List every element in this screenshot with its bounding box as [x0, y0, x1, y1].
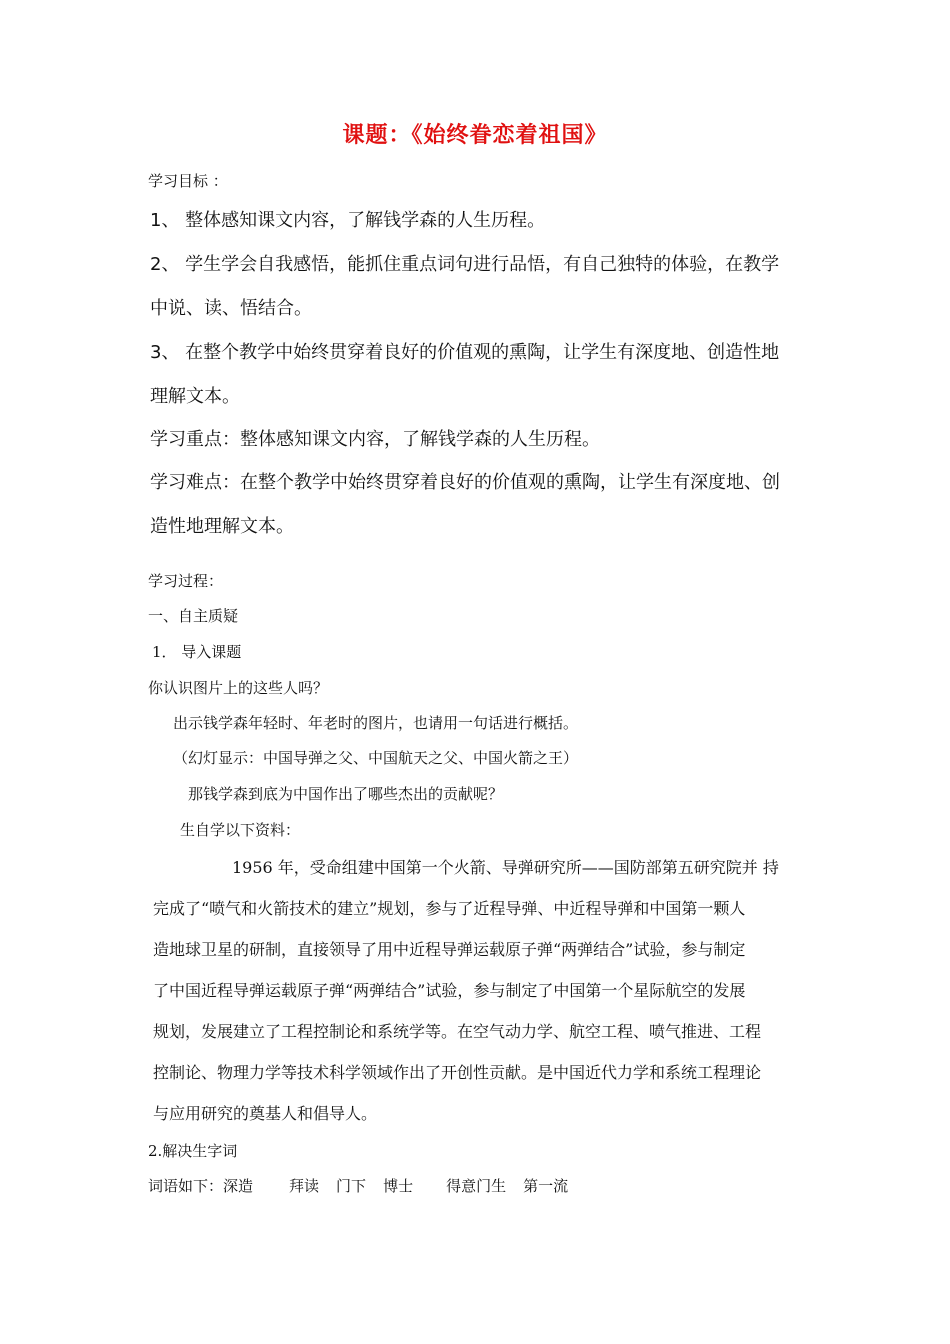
question-1: 你认识图片上的这些人吗？ — [148, 679, 329, 697]
material-line-2: 完成了“喷气和火箭技术的建立”规划，参与了近程导弹、中近程导弹和中国第一颗人 — [153, 899, 746, 918]
paragraph-4: 生自学以下资料： — [180, 821, 301, 839]
material-line-4: 了中国近程导弹运载原子弹“两弹结合”试验，参与制定了中国第一个星际航空的发展 — [153, 981, 746, 1000]
vocab-word: 拜读 — [289, 1177, 320, 1195]
key-point: 学习重点：整体感知课文内容，了解钱学森的人生历程。 — [150, 429, 600, 450]
material-line-5: 规划，发展建立了工程控制论和系统学等。在空气动力学、航空工程、喷气推进、工程 — [153, 1022, 762, 1041]
vocab-row — [148, 1179, 568, 1194]
material-line-7: 与应用研究的奠基人和倡导人。 — [153, 1104, 378, 1123]
objective-3-line-1: 3、 在整个教学中始终贯穿着良好的价值观的熏陶，让学生有深度地、创造性地 — [150, 342, 780, 363]
objective-1: 1、 整体感知课文内容，了解钱学森的人生历程。 — [150, 210, 546, 231]
page-title: 课题：《始终眷恋着祖国》 — [342, 123, 608, 148]
vocab-word: 得意门生 — [446, 1177, 507, 1195]
objective-2-line-2: 中说、读、悟结合。 — [150, 298, 312, 319]
paragraph-3: 那钱学森到底为中国作出了哪些杰出的贡献呢？ — [188, 785, 504, 803]
item-2-heading: 2.解决生字词 — [148, 1142, 238, 1160]
paragraph-2: （幻灯显示：中国导弹之父、中国航天之父、中国火箭之王） — [173, 749, 579, 767]
vocab-word: 深造 — [223, 1177, 254, 1195]
material-line-1: 1956 年，受命组建中国第一个火箭、导弹研究所——国防部第五研究院并 持 — [232, 858, 779, 877]
difficulty-line-2: 造性地理解文本。 — [150, 516, 294, 537]
difficulty-line-1: 学习难点：在整个教学中始终贯穿着良好的价值观的熏陶，让学生有深度地、创 — [150, 472, 780, 493]
objective-2-line-1: 2、 学生学会自我感悟，能抓住重点词句进行品悟，有自己独特的体验，在教学 — [150, 254, 780, 275]
material-line-6: 控制论、物理力学等技术科学领域作出了开创性贡献。是中国近代力学和系统工程理论 — [153, 1063, 762, 1082]
vocab-word: 博士 — [383, 1177, 414, 1195]
vocab-label: 词语如下： — [148, 1177, 224, 1195]
process-heading: 学习过程： — [148, 572, 224, 590]
objectives-heading: 学习目标 ： — [148, 172, 228, 190]
vocab-word: 门下 — [336, 1177, 367, 1195]
paragraph-1: 出示钱学森年轻时、年老时的图片，也请用一句话进行概括。 — [173, 714, 579, 732]
material-line-3: 造地球卫星的研制，直接领导了用中近程导弹运载原子弹“两弹结合”试验，参与制定 — [153, 940, 746, 959]
objective-3-line-2: 理解文本。 — [150, 386, 240, 407]
section-1-heading: 一、自主质疑 — [148, 607, 239, 625]
vocab-word: 第一流 — [523, 1177, 569, 1195]
item-1-heading: 1． 导入课题 — [152, 643, 242, 661]
